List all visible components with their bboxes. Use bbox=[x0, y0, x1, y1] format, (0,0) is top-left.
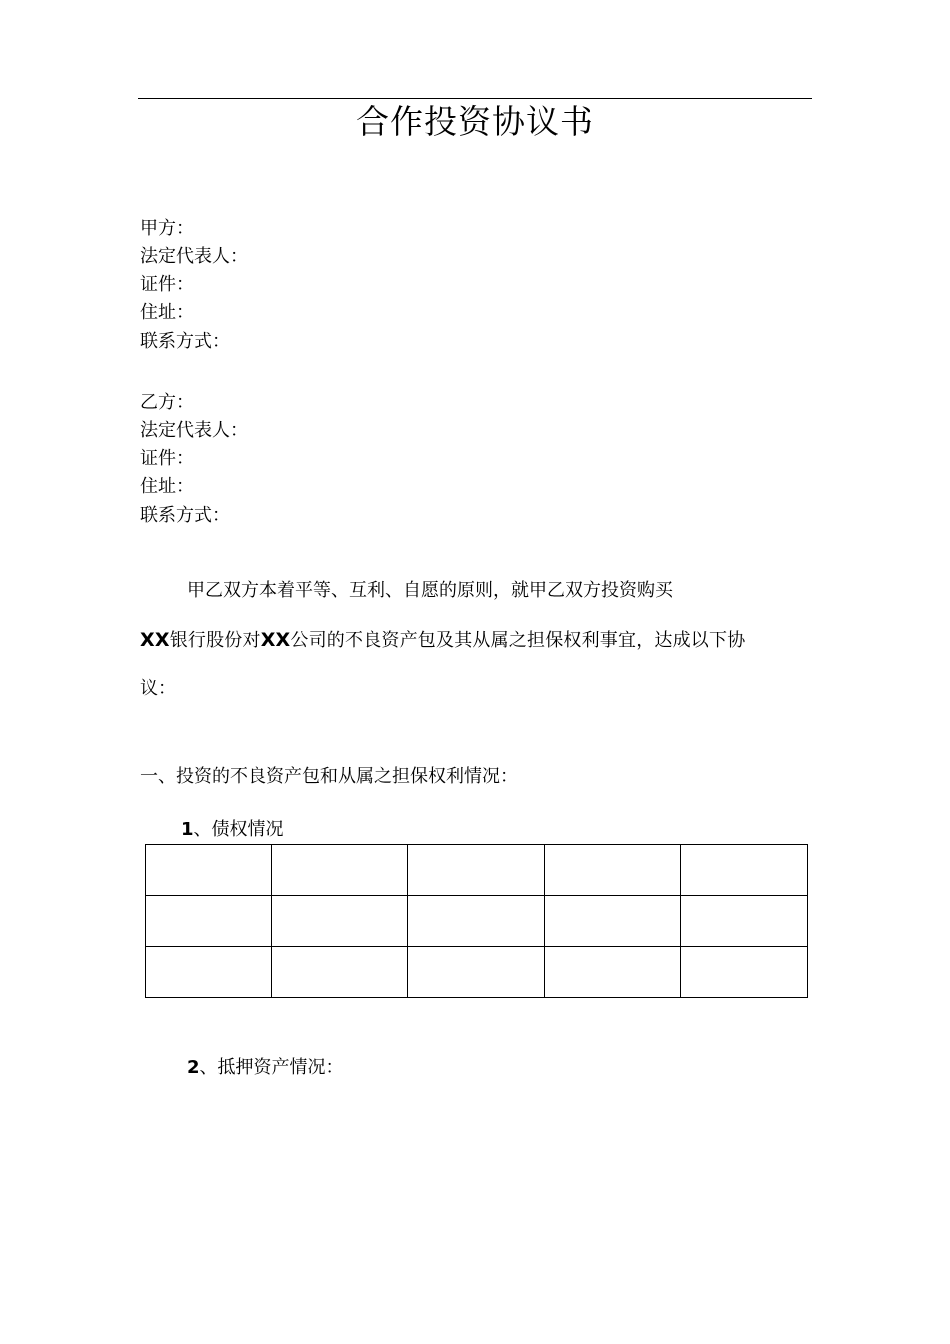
table-cell bbox=[545, 896, 681, 947]
table-cell bbox=[408, 947, 545, 998]
table-cell bbox=[146, 845, 272, 896]
table-cell bbox=[545, 845, 681, 896]
table-cell bbox=[681, 947, 808, 998]
table-cell bbox=[545, 947, 681, 998]
subsection-2-number: 2 bbox=[187, 1057, 200, 1078]
party-b-address-label: 住址： bbox=[140, 476, 194, 497]
document-title: 合作投资协议书 bbox=[356, 102, 594, 141]
party-a-name-label: 甲方： bbox=[140, 218, 194, 239]
intro-line-3: 议： bbox=[140, 678, 176, 699]
table-cell bbox=[681, 845, 808, 896]
intro-xx-company: XX bbox=[260, 629, 291, 651]
table-row bbox=[146, 896, 808, 947]
party-b-id-label: 证件： bbox=[140, 448, 194, 469]
party-a-address-label: 住址： bbox=[140, 302, 194, 323]
table-row bbox=[146, 947, 808, 998]
table-cell bbox=[272, 947, 408, 998]
subsection-2-heading bbox=[187, 1056, 344, 1080]
table-cell bbox=[272, 845, 408, 896]
table-cell bbox=[408, 896, 545, 947]
party-a-contact-label: 联系方式： bbox=[140, 331, 230, 352]
table-cell bbox=[681, 896, 808, 947]
subsection-2-text: 、抵押资产情况： bbox=[199, 1057, 344, 1078]
intro-line-2 bbox=[140, 628, 745, 653]
section-1-heading: 一、投资的不良资产包和从属之担保权利情况： bbox=[140, 766, 518, 787]
table-cell bbox=[272, 896, 408, 947]
subsection-1-text: 、债权情况 bbox=[193, 819, 284, 840]
subsection-1-heading bbox=[181, 818, 284, 842]
table-cell bbox=[408, 845, 545, 896]
intro-bank-text: 银行股份对 bbox=[169, 630, 261, 651]
table-row bbox=[146, 845, 808, 896]
intro-company-text: 公司的不良资产包及其从属之担保权利事宜，达成以下协 bbox=[290, 630, 746, 651]
party-a-rep-label: 法定代表人： bbox=[140, 246, 248, 267]
party-b-name-label: 乙方： bbox=[140, 392, 194, 413]
table-cell bbox=[146, 896, 272, 947]
table-cell bbox=[146, 947, 272, 998]
header-rule bbox=[138, 98, 812, 99]
debt-table bbox=[145, 844, 808, 998]
subsection-1-number: 1 bbox=[181, 819, 194, 840]
party-b-contact-label: 联系方式： bbox=[140, 505, 230, 526]
intro-line-1: 甲乙双方本着平等、互利、自愿的原则，就甲乙双方投资购买 bbox=[187, 580, 673, 601]
party-a-id-label: 证件： bbox=[140, 274, 194, 295]
intro-xx-bank: XX bbox=[140, 629, 170, 651]
party-b-rep-label: 法定代表人： bbox=[140, 420, 248, 441]
